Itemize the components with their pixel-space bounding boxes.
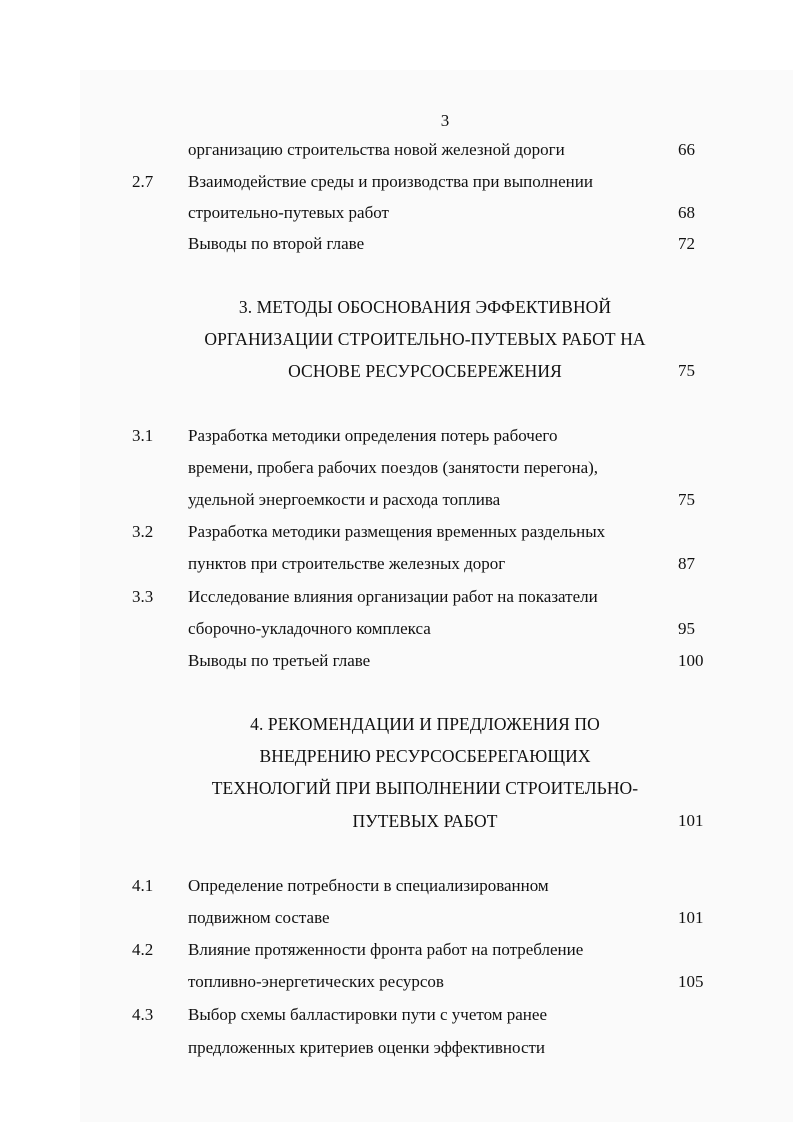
toc-section-number: 3.1 (132, 426, 154, 445)
toc-entry-page: 75 (678, 490, 695, 509)
chapter-heading: ВНЕДРЕНИЮ РЕСУРСОСБЕРЕГАЮЩИХ (259, 746, 591, 766)
toc-entry-text: времени, пробега рабочих поездов (занятости перегона), (188, 458, 599, 477)
toc-section-number: 4.1 (132, 876, 154, 895)
toc-entry-text: Взаимодействие среды и производства при выполнении (188, 172, 593, 191)
toc-entry-text: Разработка методики размещения временных раздельных (188, 522, 606, 541)
toc-entry-text: топливно-энергетических ресурсов (188, 972, 444, 991)
toc-entry-text: Разработка методики определения потерь рабочего (188, 426, 558, 445)
toc-entry-page: 66 (678, 140, 695, 159)
toc-section-number: 4.2 (132, 940, 154, 959)
chapter-heading: ТЕХНОЛОГИЙ ПРИ ВЫПОЛНЕНИИ СТРОИТЕЛЬНО- (211, 778, 639, 798)
toc-entry-page: 101 (678, 908, 704, 927)
page-number: 3 (440, 111, 450, 130)
toc-entry-text: строительно-путевых работ (188, 203, 389, 222)
toc-entry-text: Выбор схемы балластировки пути с учетом ранее (188, 1005, 547, 1024)
toc-entry-text: Выводы по второй главе (188, 234, 365, 253)
toc-entry-text: Выводы по третьей главе (188, 651, 371, 670)
toc-entry-text: Влияние протяженности фронта работ на потребление (188, 940, 584, 959)
toc-entry-text: подвижном составе (188, 908, 330, 927)
toc-entry-page: 105 (678, 972, 704, 991)
toc-section-number: 2.7 (132, 172, 154, 191)
chapter-heading: 4. РЕКОМЕНДАЦИИ И ПРЕДЛОЖЕНИЯ ПО (250, 714, 600, 734)
toc-entry-text: Исследование влияния организации работ на показатели (188, 587, 598, 606)
chapter-heading: ОРГАНИЗАЦИИ СТРОИТЕЛЬНО-ПУТЕВЫХ РАБОТ НА (204, 329, 646, 349)
chapter-heading: 3. МЕТОДЫ ОБОСНОВАНИЯ ЭФФЕКТИВНОЙ (238, 297, 612, 317)
toc-entry-page: 87 (678, 554, 695, 573)
toc-entry-page: 68 (678, 203, 695, 222)
toc-entry-text: сборочно-укладочного комплекса (188, 619, 431, 638)
toc-entry-text: организацию строительства новой железной дороги (188, 140, 565, 159)
toc-entry-page: 75 (678, 361, 695, 380)
toc-entry-page: 100 (678, 651, 704, 670)
chapter-heading: ОСНОВЕ РЕСУРСОСБЕРЕЖЕНИЯ (288, 361, 562, 381)
toc-entry-page: 72 (678, 234, 695, 253)
toc-section-number: 3.2 (132, 522, 154, 541)
chapter-heading: ПУТЕВЫХ РАБОТ (352, 811, 498, 831)
toc-entry-page: 95 (678, 619, 695, 638)
toc-section-number: 3.3 (132, 587, 154, 606)
toc-section-number: 4.3 (132, 1005, 154, 1024)
toc-entry-text: удельной энергоемкости и расхода топлива (188, 490, 501, 509)
toc-entry-page: 101 (678, 811, 704, 830)
toc-entry-text: предложенных критериев оценки эффективности (188, 1038, 546, 1057)
toc-entry-text: пунктов при строительстве железных дорог (188, 554, 506, 573)
toc-entry-text: Определение потребности в специализированном (188, 876, 549, 895)
